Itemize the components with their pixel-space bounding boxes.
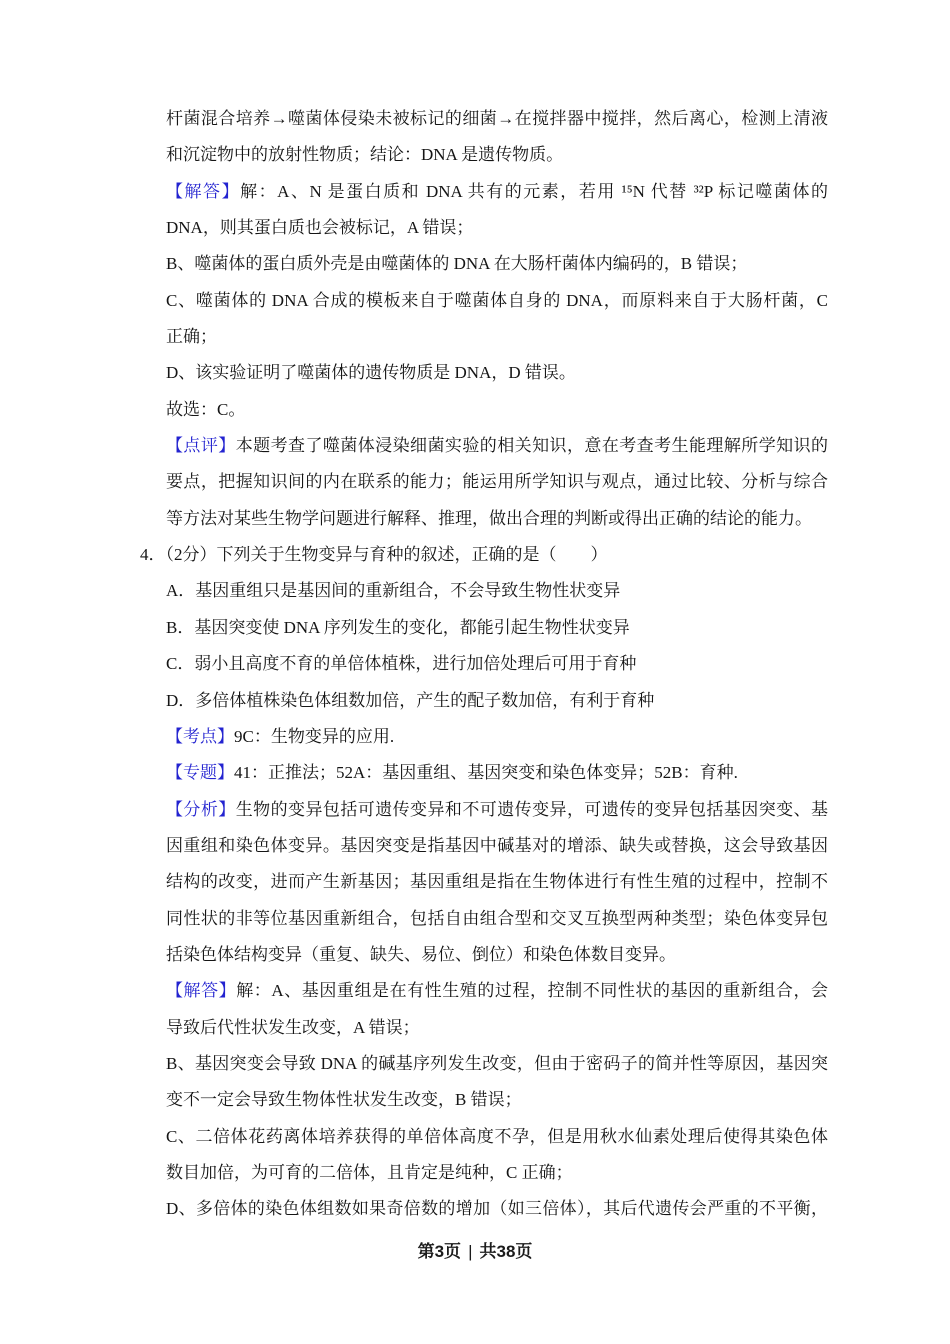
line-text: 括染色体结构变异（重复、缺失、易位、倒位）和染色体数目变异。	[166, 944, 676, 964]
text-line	[166, 828, 828, 864]
line-text: 生物的变异包括可遗传变异和不可遗传变异，可遗传的变异包括基因突变、基	[235, 799, 828, 819]
text-line	[166, 210, 828, 246]
line-text: B．基因突变使 DNA 序列发生的变化，都能引起生物性状变异	[166, 617, 630, 637]
line-text: 解：A、N 是蛋白质和 DNA 共有的元素，若用 ¹⁵N 代替 ³²P 标记噬菌体的	[240, 181, 828, 201]
line-text: 结构的改变，进而产生新基因；基因重组是指在生物体进行有性生殖的过程中，控制不	[166, 872, 828, 892]
section-label: 【专题】	[166, 763, 234, 783]
text-line	[166, 610, 828, 646]
line-text: D．多倍体植株染色体组数加倍，产生的配子数加倍，有利于育种	[166, 690, 655, 710]
line-text: 41：正推法；52A：基因重组、基因突变和染色体变异；52B：育种.	[234, 763, 738, 783]
line-text: C、二倍体花药离体培养获得的单倍体高度不孕，但是用秋水仙素处理后使得其染色体	[166, 1126, 828, 1146]
section-label: 【解答】	[166, 981, 237, 1001]
text-line	[166, 464, 828, 500]
text-line	[166, 937, 828, 973]
text-line	[166, 501, 828, 537]
text-line	[166, 283, 828, 319]
text-line	[166, 355, 828, 391]
line-text: 等方法对某些生物学问题进行解释、推理，做出合理的判断或得出正确的结论的能力。	[166, 508, 812, 528]
text-line	[166, 319, 828, 355]
text-line	[166, 246, 828, 282]
line-text: 正确；	[166, 327, 217, 347]
text-line	[166, 755, 828, 791]
line-text: 同性状的非等位基因重新组合，包括自由组合型和交叉互换型两种类型；染色体变异包	[166, 908, 828, 928]
line-text: B、基因突变会导致 DNA 的碱基序列发生改变，但由于密码子的简并性等原因，基因突	[166, 1053, 828, 1073]
line-text: 9C：生物变异的应用.	[234, 726, 395, 746]
text-line	[166, 1046, 828, 1082]
page-footer	[0, 1237, 950, 1262]
line-text: 变不一定会导致生物体性状发生改变，B 错误；	[166, 1090, 522, 1110]
line-text: 4．（2分）下列关于生物变异与育种的叙述，正确的是（ ）	[140, 545, 608, 565]
text-line	[166, 901, 828, 937]
total-pages: 共38页	[479, 1242, 533, 1261]
section-label: 【解答】	[166, 181, 241, 201]
line-text: 解：A、基因重组是在有性生殖的过程，控制不同性状的基因的重新组合，会	[236, 981, 828, 1001]
text-line	[166, 573, 828, 609]
line-text: DNA，则其蛋白质也会被标记，A 错误；	[166, 218, 474, 238]
line-text: 本题考查了噬菌体浸染细菌实验的相关知识，意在考查考生能理解所学知识的	[235, 436, 828, 456]
section-label: 【考点】	[166, 726, 234, 746]
line-text: D、多倍体的染色体组数如果奇倍数的增加（如三倍体），其后代遗传会严重的不平衡，	[166, 1199, 828, 1219]
text-line	[166, 137, 828, 173]
text-line	[166, 1155, 828, 1191]
text-line	[166, 719, 828, 755]
text-line	[166, 1119, 828, 1155]
line-text: 导致后代性状发生改变，A 错误；	[166, 1017, 420, 1037]
line-text: 要点，把握知识间的内在联系的能力；能运用所学知识与观点，通过比较、分析与综合	[166, 472, 828, 492]
line-text: B、噬菌体的蛋白质外壳是由噬菌体的 DNA 在大肠杆菌体内编码的，B 错误；	[166, 254, 748, 274]
section-label: 【分析】	[166, 799, 236, 819]
line-text: A．基因重组只是基因间的重新组合，不会导致生物性状变异	[166, 581, 621, 601]
page-number: 第3页	[417, 1242, 462, 1261]
footer-separator: |	[468, 1242, 473, 1261]
line-text: 因重组和染色体变异。基因突变是指基因中碱基对的增添、缺失或替换，这会导致基因	[166, 835, 828, 855]
line-text: 杆菌混合培养→噬菌体侵染未被标记的细菌→在搅拌器中搅拌，然后离心，检测上清液	[166, 109, 828, 128]
question-line	[140, 537, 828, 573]
line-text: 故选：C。	[166, 399, 246, 419]
text-line	[166, 174, 828, 210]
document-body	[140, 101, 828, 1228]
text-line	[166, 683, 828, 719]
text-line	[166, 792, 828, 828]
text-line	[166, 392, 828, 428]
text-line	[166, 864, 828, 900]
text-line	[166, 973, 828, 1009]
line-text: D、该实验证明了噬菌体的遗传物质是 DNA，D 错误。	[166, 363, 576, 383]
text-line	[166, 428, 828, 464]
text-line	[166, 101, 828, 137]
text-line	[166, 1010, 828, 1046]
line-text: 和沉淀物中的放射性物质；结论：DNA 是遗传物质。	[166, 145, 564, 165]
text-line	[166, 1082, 828, 1118]
line-text: C、噬菌体的 DNA 合成的模板来自于噬菌体自身的 DNA，而原料来自于大肠杆菌，C	[166, 290, 828, 310]
line-text: C．弱小且高度不育的单倍体植株，进行加倍处理后可用于育种	[166, 654, 637, 674]
line-text: 数目加倍，为可育的二倍体，且肯定是纯种，C 正确；	[166, 1162, 573, 1182]
text-line	[166, 1191, 828, 1227]
section-label: 【点评】	[166, 436, 236, 456]
text-line	[166, 646, 828, 682]
